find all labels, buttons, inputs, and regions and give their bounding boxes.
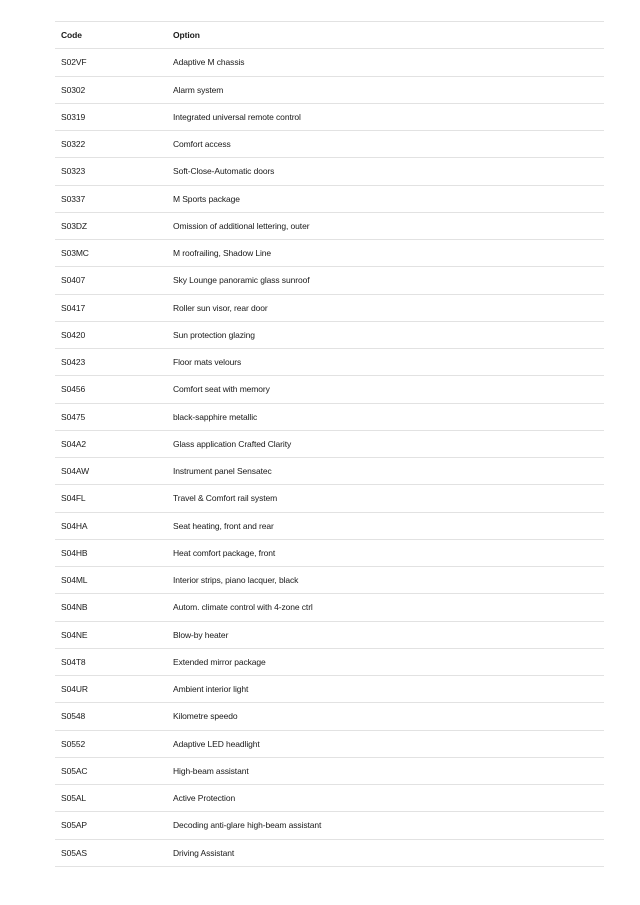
option-code-cell: S03DZ bbox=[61, 220, 87, 231]
option-name-cell: Adaptive M chassis bbox=[173, 57, 245, 68]
table-row bbox=[55, 785, 604, 812]
option-code-cell: S05AL bbox=[61, 793, 87, 804]
option-code-cell: S0322 bbox=[61, 139, 86, 150]
table-row bbox=[55, 404, 604, 431]
table-row bbox=[55, 295, 604, 322]
option-code-cell: S04NE bbox=[61, 629, 88, 640]
options-table bbox=[55, 21, 604, 867]
option-name-cell: Active Protection bbox=[173, 793, 236, 804]
option-name-cell: Kilometre speedo bbox=[173, 711, 238, 722]
table-row bbox=[55, 186, 604, 213]
option-name-cell: Autom. climate control with 4-zone ctrl bbox=[173, 602, 313, 613]
option-name-cell: Comfort seat with memory bbox=[173, 384, 270, 395]
option-name-cell: Alarm system bbox=[173, 84, 224, 95]
table-row bbox=[55, 567, 604, 594]
option-code-cell: S0423 bbox=[61, 357, 86, 368]
table-row bbox=[55, 676, 604, 703]
option-name-cell: Comfort access bbox=[173, 139, 231, 150]
column-header-option: Option bbox=[173, 30, 200, 41]
table-row bbox=[55, 349, 604, 376]
option-name-cell: Omission of additional lettering, outer bbox=[173, 220, 310, 231]
option-code-cell: S0337 bbox=[61, 193, 86, 204]
option-code-cell: S04AW bbox=[61, 466, 90, 477]
option-code-cell: S04NB bbox=[61, 602, 88, 613]
table-row bbox=[55, 485, 604, 512]
table-row bbox=[55, 376, 604, 403]
table-row bbox=[55, 240, 604, 267]
table-body bbox=[55, 49, 604, 867]
option-name-cell: High-beam assistant bbox=[173, 765, 249, 776]
option-code-cell: S04UR bbox=[61, 684, 88, 695]
option-code-cell: S0323 bbox=[61, 166, 86, 177]
table-row bbox=[55, 513, 604, 540]
option-code-cell: S04A2 bbox=[61, 438, 87, 449]
table-row bbox=[55, 703, 604, 730]
option-name-cell: Integrated universal remote control bbox=[173, 111, 301, 122]
option-code-cell: S0456 bbox=[61, 384, 86, 395]
table-row bbox=[55, 731, 604, 758]
option-name-cell: Adaptive LED headlight bbox=[173, 738, 260, 749]
table-row bbox=[55, 158, 604, 185]
option-name-cell: Floor mats velours bbox=[173, 357, 242, 368]
option-code-cell: S05AS bbox=[61, 847, 87, 858]
option-name-cell: Blow-by heater bbox=[173, 629, 229, 640]
option-code-cell: S05AP bbox=[61, 820, 87, 831]
table-row bbox=[55, 540, 604, 567]
option-code-cell: S0417 bbox=[61, 302, 86, 313]
table-row bbox=[55, 104, 604, 131]
option-code-cell: S0302 bbox=[61, 84, 86, 95]
option-name-cell: Driving Assistant bbox=[173, 847, 235, 858]
table-row bbox=[55, 49, 604, 76]
table-row bbox=[55, 77, 604, 104]
option-code-cell: S03MC bbox=[61, 248, 89, 259]
option-code-cell: S0407 bbox=[61, 275, 86, 286]
option-name-cell: Travel & Comfort rail system bbox=[173, 493, 278, 504]
option-code-cell: S04HA bbox=[61, 520, 88, 531]
option-code-cell: S0475 bbox=[61, 411, 86, 422]
option-name-cell: Roller sun visor, rear door bbox=[173, 302, 268, 313]
table-row bbox=[55, 431, 604, 458]
option-name-cell: Sun protection glazing bbox=[173, 329, 255, 340]
option-name-cell: black-sapphire metallic bbox=[173, 411, 258, 422]
table-row bbox=[55, 131, 604, 158]
option-code-cell: S04HB bbox=[61, 547, 88, 558]
table-row bbox=[55, 322, 604, 349]
option-name-cell: Sky Lounge panoramic glass sunroof bbox=[173, 275, 310, 286]
option-name-cell: M Sports package bbox=[173, 193, 240, 204]
table-row bbox=[55, 594, 604, 621]
table-row bbox=[55, 812, 604, 839]
table-row bbox=[55, 267, 604, 294]
option-code-cell: S0548 bbox=[61, 711, 86, 722]
table-row bbox=[55, 758, 604, 785]
option-code-cell: S04ML bbox=[61, 575, 88, 586]
option-code-cell: S0420 bbox=[61, 329, 86, 340]
table-header-row bbox=[55, 22, 604, 49]
option-name-cell: Ambient interior light bbox=[173, 684, 249, 695]
option-name-cell: Interior strips, piano lacquer, black bbox=[173, 575, 299, 586]
option-code-cell: S0552 bbox=[61, 738, 86, 749]
option-name-cell: Decoding anti-glare high-beam assistant bbox=[173, 820, 322, 831]
table-row bbox=[55, 649, 604, 676]
table-row bbox=[55, 622, 604, 649]
option-code-cell: S02VF bbox=[61, 57, 87, 68]
option-name-cell: Extended mirror package bbox=[173, 656, 266, 667]
option-name-cell: Soft-Close-Automatic doors bbox=[173, 166, 275, 177]
option-name-cell: Seat heating, front and rear bbox=[173, 520, 274, 531]
column-header-code: Code bbox=[61, 30, 82, 41]
option-code-cell: S04T8 bbox=[61, 656, 86, 667]
option-code-cell: S04FL bbox=[61, 493, 86, 504]
option-name-cell: M roofrailing, Shadow Line bbox=[173, 248, 272, 259]
option-name-cell: Instrument panel Sensatec bbox=[173, 466, 272, 477]
option-name-cell: Heat comfort package, front bbox=[173, 547, 276, 558]
table-row bbox=[55, 840, 604, 867]
table-row bbox=[55, 458, 604, 485]
option-name-cell: Glass application Crafted Clarity bbox=[173, 438, 292, 449]
option-code-cell: S05AC bbox=[61, 765, 88, 776]
option-code-cell: S0319 bbox=[61, 111, 86, 122]
table-row bbox=[55, 213, 604, 240]
